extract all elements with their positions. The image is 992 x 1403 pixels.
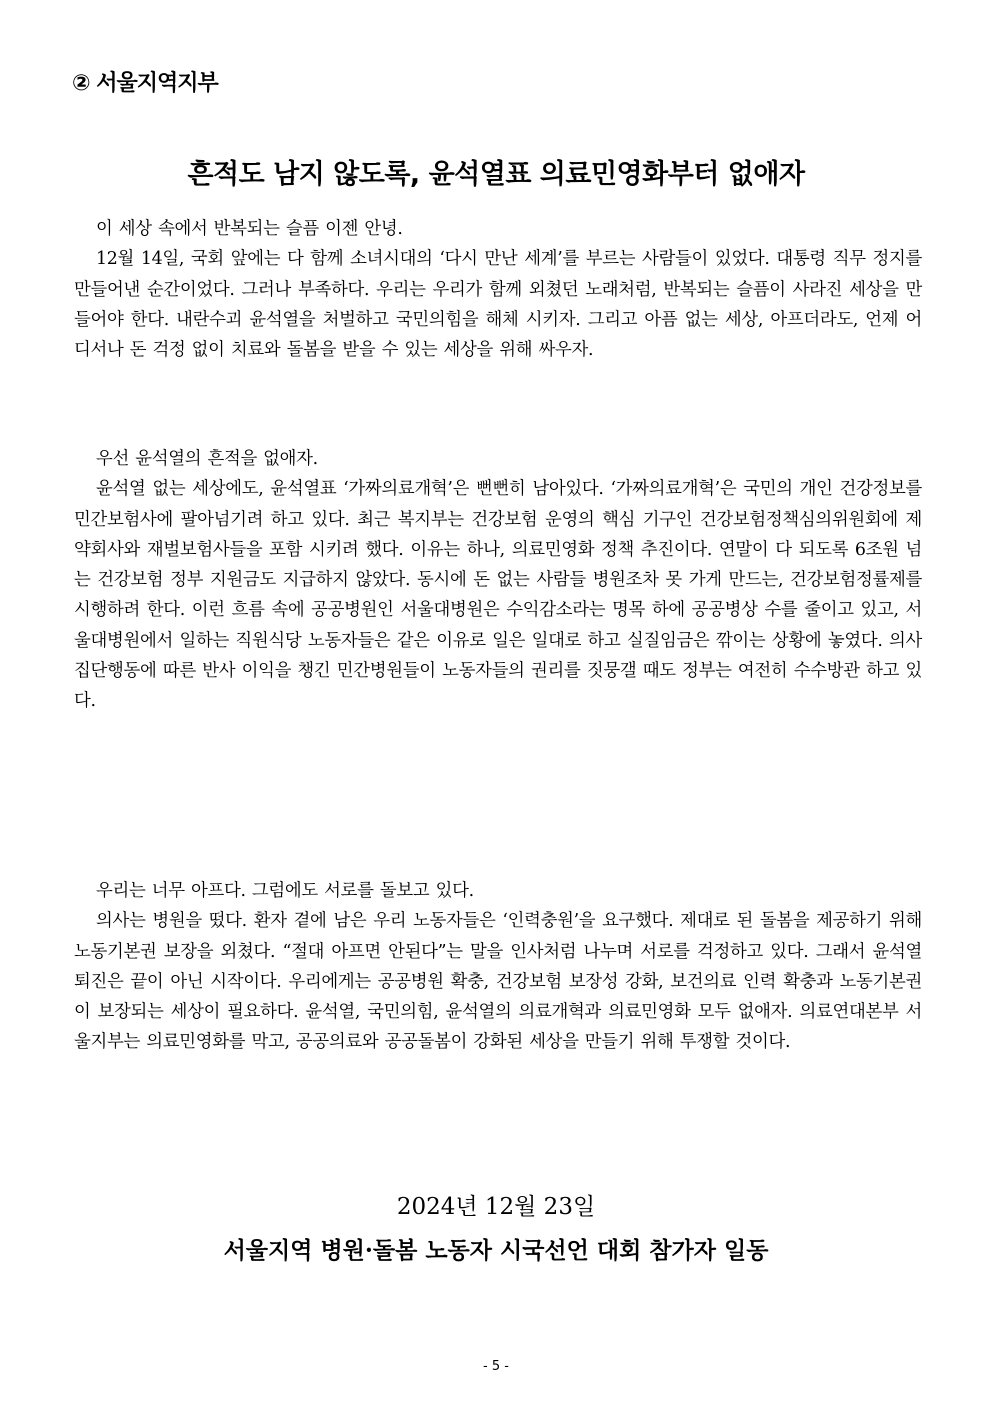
section-label: ② 서울지역지부: [72, 71, 218, 96]
page-number: - 5 -: [483, 1359, 509, 1374]
paragraph-body: 의사는 병원을 떴다. 환자 곁에 남은 우리 노동자들은 ‘인력충원’을 요구했다. 제대로 된 돌봄을 제공하기 위해 노동기본권 보장을 외쳤다. “절대 아프면 안된다”는 말을 인사처럼 나누며 서로를 걱정하고 있다. 그래서 윤석열 퇴진은 끝이 아닌 시작이다. 우리에게는 공공병원 확충, 건강보험 보장성 강화, 보건의료 인력 확충과 노동기본권이 보장되는 세상이 필요하다. 윤석열, 국민의힘, 윤석열의 의료개혁과 의료민영화 모두 없애자. 의료연대본부 서울지부는 의료민영화를 막고, 공공의료와 공공돌봄이 강화된 세상을 만들기 위해 투쟁할 것이다.: [74, 911, 922, 1053]
paragraph-group-3: [74, 876, 922, 1058]
document-title: 흔적도 남지 않도록, 윤석열표 의료민영화부터 없애자: [187, 159, 805, 190]
paragraph-group-2: [74, 444, 922, 717]
paragraph-body: 12월 14일, 국회 앞에는 다 함께 소녀시대의 ‘다시 만난 세계’를 부르는 사람들이 있었다. 대통령 직무 정지를 만들어낸 순간이었다. 그러나 부족하다. 우리는 우리가 함께 외쳤던 노래처럼, 반복되는 슬픔이 사라진 세상을 만들어야 한다. 내란수괴 윤석열을 처벌하고 국민의힘을 해체 시키자. 그리고 아픔 없는 세상, 아프더라도, 언제 어디서나 돈 걱정 없이 치료와 돌봄을 받을 수 있는 세상을 위해 싸우자.: [74, 249, 922, 361]
paragraph-body: 윤석열 없는 세상에도, 윤석열표 ‘가짜의료개혁’은 뻔뻔히 남아있다. ‘가짜의료개혁’은 국민의 개인 건강정보를 민간보험사에 팔아넘기려 하고 있다. 최근 복지부는 건강보험 운영의 핵심 기구인 건강보험정책심의위원회에 제약회사와 재벌보험사들을 포함 시키려 했다. 이유는 하나, 의료민영화 정책 추진이다. 연말이 다 되도록 6조원 넘는 건강보험 정부 지원금도 지급하지 않았다. 동시에 돈 없는 사람들 병원조차 못 가게 만드는, 건강보험정률제를 시행하려 한다. 이런 흐름 속에 공공병원인 서울대병원은 수익감소라는 명목 하에 공공병상 수를 줄이고 있고, 서울대병원에서 일하는 직원식당 노동자들은 같은 이유로 일은 일대로 하고 실질임금은 깎이는 상황에 놓였다. 의사집단행동에 따른 반사 이익을 챙긴 민간병원들이 노동자들의 권리를 짓뭉갤 때도 정부는 여전히 수수방관 하고 있다.: [74, 479, 922, 712]
document-date: 2024년 12월 23일: [396, 1194, 596, 1220]
paragraph-lead: 우선 윤석열의 흔적을 없애자.: [96, 449, 318, 469]
paragraph-lead: 우리는 너무 아프다. 그럼에도 서로를 돌보고 있다.: [96, 881, 474, 901]
paragraph-lead: 이 세상 속에서 반복되는 슬픔 이젠 안녕.: [96, 219, 403, 239]
paragraph-group-1: [74, 214, 922, 365]
signature: 서울지역 병원·돌봄 노동자 시국선언 대회 참가자 일동: [223, 1237, 769, 1264]
